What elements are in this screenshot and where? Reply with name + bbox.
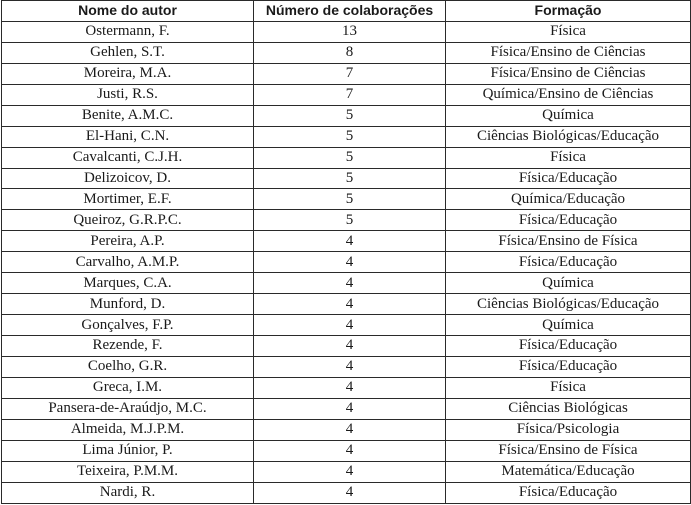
table-row xyxy=(2,252,691,273)
collaborations-cell: 4 xyxy=(254,377,446,398)
collaborations-cell: 4 xyxy=(254,315,446,336)
background-cell: Física/Educação xyxy=(446,336,691,357)
author-name-cell: Cavalcanti, C.J.H. xyxy=(2,147,254,168)
background-cell: Ciências Biológicas xyxy=(446,398,691,419)
background-cell: Física/Psicologia xyxy=(446,419,691,440)
author-name-cell: Nardi, R. xyxy=(2,482,254,503)
table-row xyxy=(2,168,691,189)
table-row xyxy=(2,84,691,105)
background-cell: Física/Ensino de Ciências xyxy=(446,63,691,84)
table-header xyxy=(2,1,691,22)
author-name-cell: Moreira, M.A. xyxy=(2,63,254,84)
collaborations-cell: 4 xyxy=(254,440,446,461)
background-cell: Física/Ensino de Física xyxy=(446,231,691,252)
table-row xyxy=(2,231,691,252)
author-name-cell: Queiroz, G.R.P.C. xyxy=(2,210,254,231)
collaborations-cell: 5 xyxy=(254,126,446,147)
table-row xyxy=(2,398,691,419)
author-name-cell: Benite, A.M.C. xyxy=(2,105,254,126)
table-body xyxy=(2,21,691,503)
background-cell: Física/Educação xyxy=(446,210,691,231)
background-cell: Física/Educação xyxy=(446,252,691,273)
collaborations-cell: 4 xyxy=(254,231,446,252)
author-name-cell: Gehlen, S.T. xyxy=(2,42,254,63)
table-row xyxy=(2,210,691,231)
table-row xyxy=(2,42,691,63)
author-name-cell: Carvalho, A.M.P. xyxy=(2,252,254,273)
header-collaborations: Número de colaborações xyxy=(254,1,446,22)
author-name-cell: Teixeira, P.M.M. xyxy=(2,461,254,482)
background-cell: Física/Ensino de Ciências xyxy=(446,42,691,63)
author-name-cell: Coelho, G.R. xyxy=(2,356,254,377)
author-name-cell: Marques, C.A. xyxy=(2,273,254,294)
table-row xyxy=(2,461,691,482)
collaborations-cell: 4 xyxy=(254,356,446,377)
table-row xyxy=(2,294,691,315)
background-cell: Física xyxy=(446,377,691,398)
background-cell: Física xyxy=(446,21,691,42)
background-cell: Química/Educação xyxy=(446,189,691,210)
author-name-cell: El-Hani, C.N. xyxy=(2,126,254,147)
background-cell: Ciências Biológicas/Educação xyxy=(446,294,691,315)
collaborations-cell: 4 xyxy=(254,461,446,482)
author-name-cell: Pansera-de-Araúdjo, M.C. xyxy=(2,398,254,419)
collaborations-cell: 5 xyxy=(254,210,446,231)
table-row xyxy=(2,105,691,126)
collaborations-cell: 5 xyxy=(254,105,446,126)
collaborations-cell: 7 xyxy=(254,63,446,84)
table-row xyxy=(2,419,691,440)
collaborations-cell: 4 xyxy=(254,398,446,419)
collaborations-cell: 13 xyxy=(254,21,446,42)
collaborations-cell: 8 xyxy=(254,42,446,63)
table-row xyxy=(2,482,691,503)
table-row xyxy=(2,126,691,147)
table-row xyxy=(2,336,691,357)
background-cell: Química xyxy=(446,315,691,336)
author-name-cell: Almeida, M.J.P.M. xyxy=(2,419,254,440)
collaborations-cell: 4 xyxy=(254,336,446,357)
background-cell: Física/Educação xyxy=(446,356,691,377)
collaborations-cell: 4 xyxy=(254,482,446,503)
background-cell: Química xyxy=(446,273,691,294)
table-row xyxy=(2,377,691,398)
collaborations-cell: 7 xyxy=(254,84,446,105)
table-row xyxy=(2,189,691,210)
author-name-cell: Greca, I.M. xyxy=(2,377,254,398)
collaborations-cell: 4 xyxy=(254,273,446,294)
collaborations-cell: 4 xyxy=(254,419,446,440)
header-row xyxy=(2,1,691,22)
author-name-cell: Mortimer, E.F. xyxy=(2,189,254,210)
table-row xyxy=(2,315,691,336)
collaborations-cell: 5 xyxy=(254,189,446,210)
author-name-cell: Delizoicov, D. xyxy=(2,168,254,189)
background-cell: Química/Ensino de Ciências xyxy=(446,84,691,105)
background-cell: Física/Educação xyxy=(446,482,691,503)
header-background: Formação xyxy=(446,1,691,22)
author-name-cell: Pereira, A.P. xyxy=(2,231,254,252)
author-name-cell: Gonçalves, F.P. xyxy=(2,315,254,336)
author-name-cell: Lima Júnior, P. xyxy=(2,440,254,461)
background-cell: Física xyxy=(446,147,691,168)
header-author-name: Nome do autor xyxy=(2,1,254,22)
table-row xyxy=(2,356,691,377)
background-cell: Matemática/Educação xyxy=(446,461,691,482)
background-cell: Física/Ensino de Física xyxy=(446,440,691,461)
table-row xyxy=(2,63,691,84)
background-cell: Física/Educação xyxy=(446,168,691,189)
collaborations-cell: 5 xyxy=(254,168,446,189)
table-row xyxy=(2,147,691,168)
background-cell: Química xyxy=(446,105,691,126)
collaborations-cell: 4 xyxy=(254,294,446,315)
author-name-cell: Munford, D. xyxy=(2,294,254,315)
author-name-cell: Rezende, F. xyxy=(2,336,254,357)
author-name-cell: Ostermann, F. xyxy=(2,21,254,42)
collaborations-cell: 4 xyxy=(254,252,446,273)
table-row xyxy=(2,273,691,294)
author-name-cell: Justi, R.S. xyxy=(2,84,254,105)
table-row xyxy=(2,440,691,461)
authors-table xyxy=(1,0,691,504)
collaborations-cell: 5 xyxy=(254,147,446,168)
table-row xyxy=(2,21,691,42)
background-cell: Ciências Biológicas/Educação xyxy=(446,126,691,147)
